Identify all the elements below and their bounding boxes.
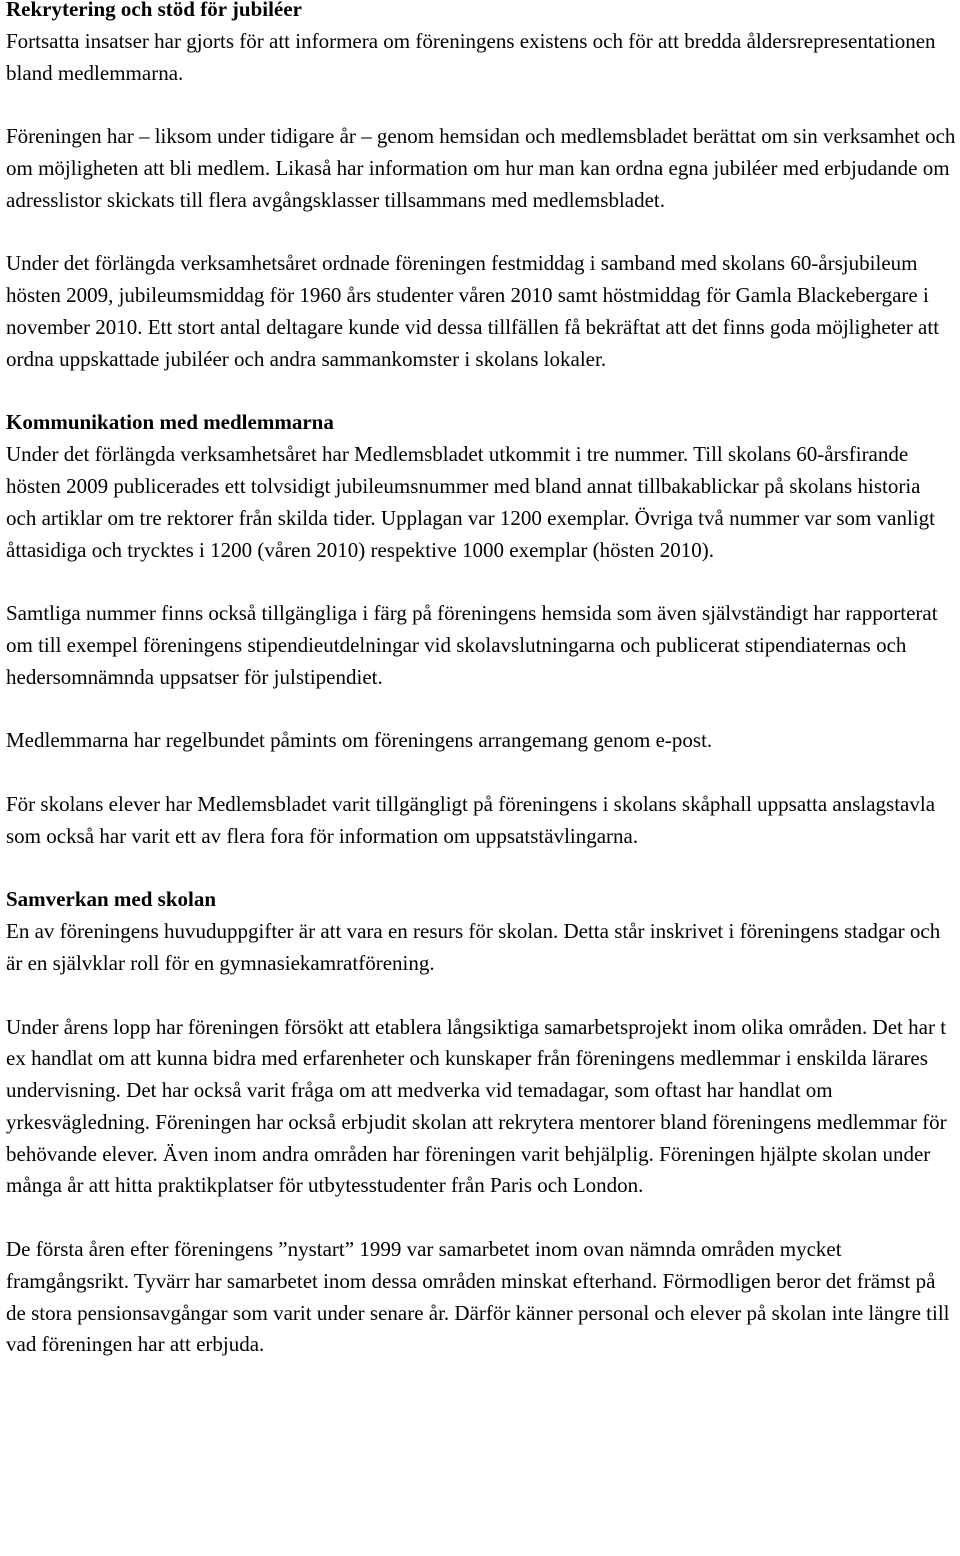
section-communication (6, 407, 956, 852)
paragraph: De första åren efter föreningens ”nystart” 1999 var samarbetet inom ovan nämnda områden mycket framgångsrikt. Tyvärr har samarbetet inom dessa områden minskat efterhand. Förmodligen beror det främst på de stora pensionsavgångar som varit under senare år. Därför känner personal och elever på skolan inte längre till vad föreningen har att erbjuda. (6, 1237, 950, 1357)
paragraph: Föreningen har – liksom under tidigare år – genom hemsidan och medlemsbladet berättat om sin verksamhet och om möjligheten att bli medlem. Likaså har information om hur man kan ordna egna jubiléer med erbjudande om adresslistor skickats till flera avgångsklasser tillsammans med medlemsbladet. (6, 124, 956, 212)
paragraph: Medlemmarna har regelbundet påmints om föreningens arrangemang genom e-post. (6, 728, 713, 753)
section-heading: Kommunikation med medlemmarna (6, 410, 334, 435)
section-recruitment (6, 0, 956, 376)
paragraph: Under det förlängda verksamhetsåret har Medlemsbladet utkommit i tre nummer. Till skolans 60-årsfirande hösten 2009 publicerades ett tolvsidigt jubileumsnummer med bland annat tillbakablickar på skolans historia och artiklar om tre rektorer från skilda tider. Upplagan var 1200 exemplar. Övriga två nummer var som vanligt åttasidiga och trycktes i 1200 (våren 2010) respektive 1000 exemplar (hösten 2010). (6, 442, 935, 562)
paragraph: För skolans elever har Medlemsbladet varit tillgängligt på föreningens i skolans skåphall uppsatta anslagstavla som också har varit ett av flera fora för information om uppsatstävlingarna. (6, 791, 936, 848)
paragraph: Under det förlängda verksamhetsåret ordnade föreningen festmiddag i samband med skolans 60-årsjubileum hösten 2009, jubileumsmiddag för 1960 års studenter våren 2010 samt höstmiddag för Gamla Blackebergare i november 2010. Ett stort antal deltagare kunde vid dessa tillfällen få bekräftat att det finns goda möjligheter att ordna uppskattade jubiléer och andra sammankomster i skolans lokaler. (6, 251, 940, 371)
paragraph: Under årens lopp har föreningen försökt att etablera långsiktiga samarbetsprojekt inom olika områden. Det har t ex handlat om att kunna bidra med erfarenheter och kunskaper från föreningens medlemmar i enskilda lärares undervisning. Det har också varit fråga om att medverka vid temadagar, som oftast har handlat om yrkesvägledning. Föreningen har också erbjudit skolan att rekrytera mentorer bland föreningens medlemmar för behövande elever. Även inom andra områden har föreningen varit behjälplig. Föreningen hjälpte skolan under många år att hitta praktikplatser för utbytesstudenter från Paris och London. (6, 1014, 947, 1198)
section-heading: Rekrytering och stöd för jubiléer (6, 0, 302, 21)
paragraph: Samtliga nummer finns också tillgängliga i färg på föreningens hemsida som även självständigt har rapporterat om till exempel föreningens stipendieutdelningar vid skolavslutningarna och publicerat stipendiaternas och hedersomnämnda uppsatser för julstipendiet. (6, 601, 938, 689)
section-school-cooperation (6, 884, 956, 1361)
paragraph: En av föreningens huvuduppgifter är att vara en resurs för skolan. Detta står inskrivet i föreningens stadgar och är en självklar roll för en gymnasiekamratförening. (6, 919, 941, 975)
document-page (6, 0, 956, 1361)
paragraph: Fortsatta insatser har gjorts för att informera om föreningens existens och för att bredda åldersrepresentationen bland medlemmarna. (6, 28, 936, 85)
section-heading: Samverkan med skolan (6, 887, 217, 912)
